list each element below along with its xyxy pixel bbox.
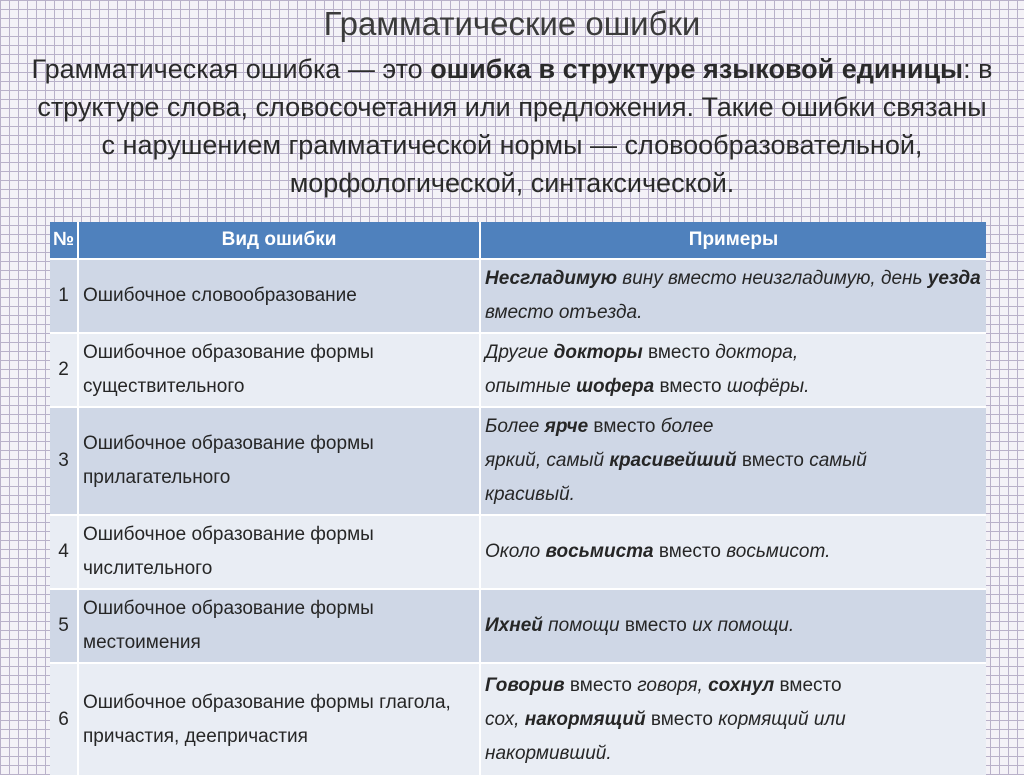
header-number: № — [50, 222, 78, 259]
definition-text-1: Грамматическая ошибка — это — [31, 54, 431, 84]
example-text: вместо — [645, 708, 719, 730]
row-number: 3 — [50, 407, 78, 515]
example-text: более — [660, 416, 714, 437]
row-number: 2 — [50, 333, 78, 407]
example-wrong: уезда — [927, 268, 981, 289]
example-text: помощи — [542, 615, 625, 636]
example-wrong: сохнул — [708, 674, 775, 696]
example-text: вместо — [736, 450, 810, 471]
table-row — [50, 663, 986, 775]
example-text: их помощи. — [686, 615, 795, 636]
example-text: накормивший. — [485, 742, 612, 764]
header-error-type: Вид ошибки — [78, 222, 480, 259]
example-text: Другие — [485, 342, 554, 363]
example-wrong: красивейший — [609, 450, 737, 471]
definition-paragraph — [30, 50, 994, 202]
table-header-row — [50, 222, 986, 259]
example-text: вместо отъезда. — [485, 302, 643, 323]
row-examples — [480, 407, 986, 515]
example-wrong: Несгладимую — [485, 268, 618, 289]
example-text: вместо — [564, 674, 638, 696]
example-wrong: восьмиста — [545, 541, 654, 562]
example-wrong: докторы — [553, 342, 643, 363]
example-wrong: Ихней — [485, 615, 543, 636]
table-row — [50, 333, 986, 407]
row-number: 5 — [50, 589, 78, 663]
row-examples — [480, 663, 986, 775]
example-text: вместо — [624, 615, 687, 636]
example-wrong: накормящий — [524, 708, 646, 730]
table-row — [50, 407, 986, 515]
row-examples — [480, 259, 986, 333]
example-text: говоря, — [637, 674, 709, 696]
example-text: вместо — [653, 541, 727, 562]
row-error-type: Ошибочное образование формы прилагательного — [78, 407, 480, 515]
row-error-type: Ошибочное образование формы местоимения — [78, 589, 480, 663]
example-text: шофёры. — [726, 376, 810, 397]
example-text: вместо — [774, 674, 842, 696]
example-wrong: Говорив — [485, 674, 565, 696]
table-row — [50, 259, 986, 333]
example-text: вместо — [588, 416, 661, 437]
row-examples — [480, 515, 986, 589]
row-examples — [480, 589, 986, 663]
example-text: вину вместо неизгладимую, день — [617, 268, 928, 289]
example-text: Более — [485, 416, 545, 437]
example-wrong: шофера — [576, 376, 655, 397]
example-text: вместо — [654, 376, 727, 397]
row-error-type: Ошибочное образование формы глагола, причастия, деепричастия — [78, 663, 480, 775]
table-row — [50, 589, 986, 663]
header-examples: Примеры — [480, 222, 986, 259]
example-text: кормящий или — [718, 708, 846, 730]
example-text: восьмисот. — [726, 541, 831, 562]
row-error-type: Ошибочное образование формы числительного — [78, 515, 480, 589]
definition-emphasis: ошибка в структуре языковой единицы — [430, 54, 964, 84]
definition-text-2: : в структуре слова, словосочетания или предложения. Такие ошибки связаны с нарушением грамматической нормы — словообразовательной, морфологической, синтаксической. — [37, 54, 993, 198]
example-text: яркий, самый — [485, 450, 610, 471]
row-number: 6 — [50, 663, 78, 775]
row-number: 1 — [50, 259, 78, 333]
table-row — [50, 515, 986, 589]
slide-title: Грамматические ошибки — [323, 5, 701, 42]
example-wrong: ярче — [544, 416, 589, 437]
row-examples — [480, 333, 986, 407]
example-text: самый — [809, 450, 867, 471]
example-text: доктора, — [715, 342, 799, 363]
example-text: вместо — [642, 342, 716, 363]
example-text: красивый. — [485, 484, 575, 505]
example-text: Около — [485, 541, 546, 562]
row-error-type: Ошибочное словообразование — [78, 259, 480, 333]
row-number: 4 — [50, 515, 78, 589]
row-error-type: Ошибочное образование формы существительного — [78, 333, 480, 407]
errors-table — [50, 222, 986, 775]
example-text: сох, — [485, 708, 525, 730]
example-text: опытные — [485, 376, 577, 397]
